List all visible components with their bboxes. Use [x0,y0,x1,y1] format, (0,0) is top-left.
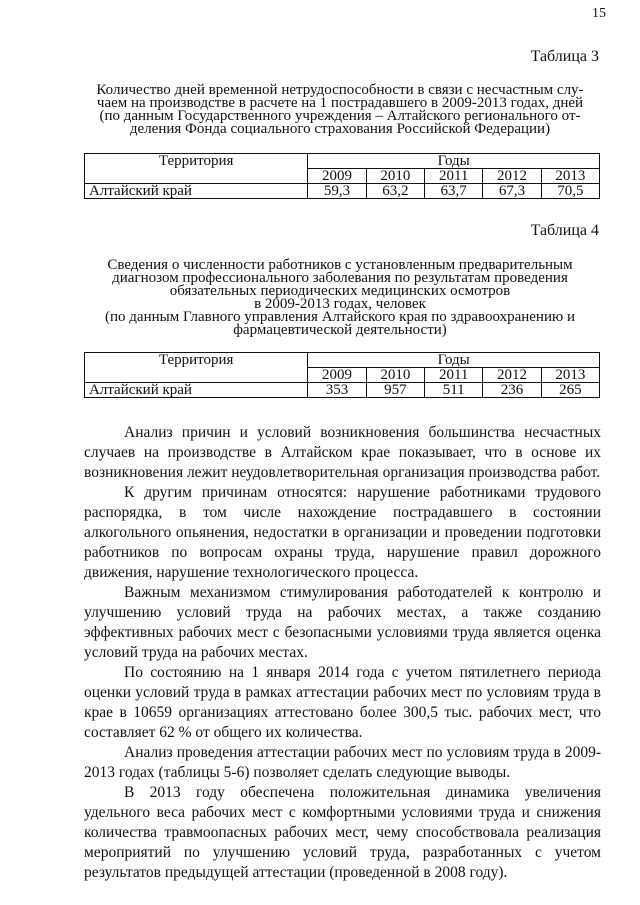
paragraph: Важным механизмом стимулирования работодателей к контролю и улучшению условий труда на рабочих местах, а также созданию эффективных рабочих мест с безопасными условиями труда является оценка условий труда на рабочих местах. [84,584,601,661]
table-3-caption [80,84,600,136]
table-3-value: 63,2 [366,184,424,199]
table-3-year: 2011 [425,169,483,184]
body-text [84,423,601,883]
table-3-caption-line: (по данным Государственного учреждения – Алтайского регионального от- [99,108,581,124]
table-4-caption-line: (по данным Главного управления Алтайского края по здравоохранению и [105,309,575,325]
table-4-value: 236 [483,383,541,398]
table-3-caption-line: Количество дней временной нетрудоспособности в связи с несчастным слу- [96,82,584,98]
table-4-year: 2013 [541,368,599,383]
table-4-caption-line: фармацевтической деятельности) [233,322,447,338]
table-4-caption-line: в 2009-2013 годах, человек [254,296,426,312]
table-4-label: Таблица 4 [530,222,599,239]
table-4-caption-line: Сведения о численности работников с установленным предварительным [107,257,573,273]
table-3-label: Таблица 3 [530,48,599,65]
table-4-caption-line: обязательных периодических медицинских осмотров [169,283,511,299]
table-3-value: 63,7 [425,184,483,199]
table-4-value: 957 [366,383,424,398]
table-4-value: 265 [541,383,599,398]
table-3 [84,153,600,199]
table-3-value: 70,5 [541,184,599,199]
table-4-caption [80,259,600,337]
table-4-caption-line: диагнозом профессионального заболевания по результатам проведения [112,270,568,286]
table-row [85,184,600,199]
table-4-territory-header: Территория [85,353,308,383]
table-3-region: Алтайский край [85,184,308,199]
table-4 [84,352,600,398]
paragraph: Анализ проведения аттестации рабочих мест по условиям труда в 2009-2013 годах (таблицы 5-6) позволяет сделать следующие выводы. [84,744,601,781]
table-4-value: 353 [308,383,366,398]
table-3-caption-line: чаем на производстве в расчете на 1 пострадавшего в 2009-2013 годах, дней [96,95,584,111]
table-4-region: Алтайский край [85,383,308,398]
table-3-year: 2013 [541,169,599,184]
paragraph: Анализ причин и условий возникновения большинства несчастных случаев на производстве в Алтайском крае показывает, что в основе их возникновения лежит неудовлетворительная организация производства работ. [84,424,601,481]
table-3-year: 2012 [483,169,541,184]
table-3-value: 59,3 [308,184,366,199]
table-3-value: 67,3 [483,184,541,199]
table-3-years-header: Годы [308,154,600,169]
table-row [85,383,600,398]
table-3-year: 2010 [366,169,424,184]
table-4-year: 2010 [366,368,424,383]
paragraph: По состоянию на 1 января 2014 года с учетом пятилетнего периода оценки условий труда в рамках аттестации рабочих мест по условиям труда в крае в 10659 организациях аттестовано более 300,5 тыс. рабочих мест, что составляет 62 % от общего их количества. [84,664,601,741]
table-4-year: 2011 [425,368,483,383]
paragraph: В 2013 году обеспечена положительная динамика увеличения удельного веса рабочих мест с комфортными условиями труда и снижения количества травмоопасных рабочих мест, чему способствовала реализация мероприятий по улучшению условий труда, разработанных с учетом результатов предыдущей аттестации (проведенной в 2008 году). [84,784,601,881]
table-3-territory-header: Территория [85,154,308,184]
table-3-year: 2009 [308,169,366,184]
table-3-caption-line: деления Фонда социального страхования Российской Федерации) [129,121,551,137]
page-number: 15 [592,6,606,21]
table-4-value: 511 [425,383,483,398]
table-4-years-header: Годы [308,353,600,368]
table-4-year: 2009 [308,368,366,383]
table-4-year: 2012 [483,368,541,383]
paragraph: К другим причинам относятся: нарушение работниками трудового распорядка, в том числе нахождение пострадавшего в состоянии алкогольного опьянения, недостатки в организации и проведении подготовки работников по вопросам охраны труда, нарушение правил дорожного движения, нарушение технологического процесса. [84,484,601,581]
